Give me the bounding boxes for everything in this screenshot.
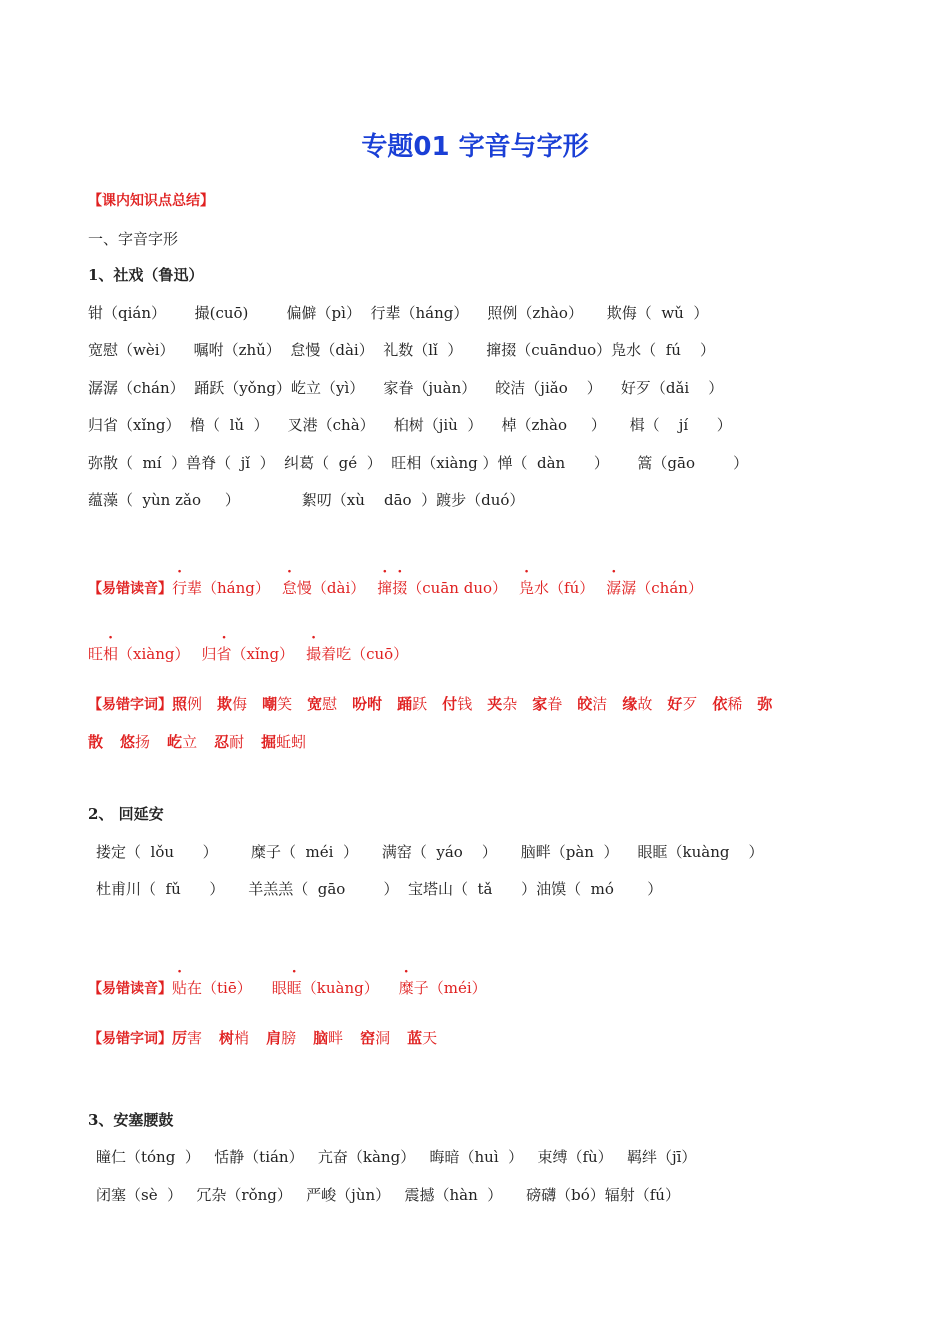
word-rest: 故 xyxy=(637,695,653,713)
word-rest: 耐 xyxy=(229,733,245,751)
lesson1-heading: 1、社戏（鲁迅） xyxy=(88,266,204,284)
dotted-char: 撮 xyxy=(306,645,322,663)
error-reading-item xyxy=(202,645,295,663)
lesson1-error-words-2 xyxy=(88,732,306,752)
error-word xyxy=(172,695,202,713)
word-rest: 笑 xyxy=(277,695,293,713)
word-rest: 畔 xyxy=(328,1029,344,1047)
section-header: 【课内知识点总结】 xyxy=(88,193,214,209)
pinyin: （kuàng） xyxy=(301,979,379,997)
dotted-char: 贴 xyxy=(172,979,188,997)
dotted-char: 相 xyxy=(103,645,119,663)
error-reading-item xyxy=(306,645,408,663)
word-rest: 梢 xyxy=(234,1029,250,1047)
error-word xyxy=(577,695,607,713)
dotted-char: 掇 xyxy=(392,579,408,597)
error-char: 夹 xyxy=(487,695,503,713)
lesson2-error-words xyxy=(88,1028,437,1049)
word-rest: 钱 xyxy=(457,695,473,713)
pinyin: 子（méi） xyxy=(413,979,487,997)
dotted-char: 糜 xyxy=(398,979,414,997)
error-word xyxy=(307,695,337,713)
error-reading-item xyxy=(519,579,594,597)
error-word xyxy=(487,695,517,713)
error-char: 散 xyxy=(88,733,104,751)
pinyin: 水（fú） xyxy=(534,579,595,597)
error-word xyxy=(120,733,150,751)
dotted-char: 行 xyxy=(172,579,188,597)
word-rest: 慰 xyxy=(322,695,338,713)
word-rest: 洞 xyxy=(375,1029,391,1047)
error-char: 肩 xyxy=(266,1029,282,1047)
error-char: 蓝 xyxy=(407,1029,423,1047)
dotted-char: 潺 xyxy=(606,579,622,597)
error-words-label: 【易错字词】 xyxy=(88,1031,172,1047)
error-word xyxy=(667,695,697,713)
pinyin: 着吃（cuō） xyxy=(321,645,409,663)
error-char: 弥 xyxy=(757,695,773,713)
page-title: 专题01 字音与字形 xyxy=(361,132,589,162)
error-word xyxy=(360,1029,390,1047)
lesson1-row: 钳（qián） 撮(cuō) 偏僻（pì） 行辈（háng） 照例（zhào） 欺侮（ wǔ ） xyxy=(88,304,709,322)
error-char: 悠 xyxy=(120,733,136,751)
lesson2-error-reading xyxy=(88,978,487,999)
error-word xyxy=(266,1029,296,1047)
error-char: 照 xyxy=(172,695,188,713)
error-char: 付 xyxy=(442,695,458,713)
error-reading-item xyxy=(172,979,252,997)
word-rest: 跃 xyxy=(412,695,428,713)
error-char: 欺 xyxy=(217,695,233,713)
error-char: 屹 xyxy=(167,733,183,751)
pinyin: 慢（dài） xyxy=(296,579,366,597)
lesson3-row: 闭塞（sè ） 冗杂（rǒng） 严峻（jùn） 震撼（hàn ） 磅礴（bó）辐射（fú） xyxy=(96,1186,680,1204)
word-rest: 害 xyxy=(187,1029,203,1047)
error-word xyxy=(262,695,292,713)
pinyin: 在（tiē） xyxy=(187,979,252,997)
error-char: 家 xyxy=(532,695,548,713)
error-reading-item xyxy=(377,579,507,597)
lesson3-heading: 3、安塞腰鼓 xyxy=(88,1111,174,1129)
lesson1-row: 宽慰（wèi） 嘱咐（zhǔ） 怠慢（dài） 礼数（lǐ ） 撺掇（cuānduo）凫水（ fú ） xyxy=(88,341,715,359)
pinyin: 辈（háng） xyxy=(187,579,270,597)
error-word xyxy=(397,695,427,713)
word-rest: 歹 xyxy=(682,695,698,713)
error-word xyxy=(219,1029,249,1047)
error-word xyxy=(407,1029,437,1047)
sub-header: 一、字音字形 xyxy=(88,230,179,248)
error-char: 掘 xyxy=(261,733,277,751)
error-char: 厉 xyxy=(172,1029,188,1047)
word-rest: 扬 xyxy=(135,733,151,751)
char: 归 xyxy=(201,645,217,663)
error-reading-item xyxy=(399,979,487,997)
dotted-char: 眶 xyxy=(286,979,302,997)
error-word xyxy=(712,695,742,713)
error-word xyxy=(167,733,197,751)
word-rest: 膀 xyxy=(281,1029,297,1047)
pinyin: （xiàng） xyxy=(118,645,190,663)
error-char: 皎 xyxy=(577,695,593,713)
word-rest: 眷 xyxy=(547,695,563,713)
dotted-char: 撺 xyxy=(377,579,393,597)
error-char: 依 xyxy=(712,695,728,713)
error-words-label: 【易错字词】 xyxy=(88,697,172,713)
lesson1-error-reading-2 xyxy=(88,644,408,664)
error-char: 脑 xyxy=(313,1029,329,1047)
lesson1-error-words xyxy=(88,694,772,715)
dotted-char: 省 xyxy=(216,645,232,663)
pinyin: 潺（chán） xyxy=(621,579,703,597)
word-rest: 立 xyxy=(182,733,198,751)
word-rest: 稀 xyxy=(727,695,743,713)
error-char: 踊 xyxy=(397,695,413,713)
error-char: 宽 xyxy=(307,695,323,713)
word-rest: 蚯蚓 xyxy=(276,733,307,751)
error-word xyxy=(261,733,306,751)
error-reading-item xyxy=(272,979,379,997)
error-word xyxy=(88,733,103,751)
error-word xyxy=(313,1029,343,1047)
pinyin: （xǐng） xyxy=(231,645,295,663)
char: 眼 xyxy=(271,979,287,997)
error-word xyxy=(352,695,382,713)
dotted-char: 怠 xyxy=(281,579,297,597)
error-reading-item xyxy=(606,579,703,597)
word-rest: 侮 xyxy=(232,695,248,713)
error-char: 窑 xyxy=(360,1029,376,1047)
error-word xyxy=(532,695,562,713)
error-char: 好 xyxy=(667,695,683,713)
word-rest: 洁 xyxy=(592,695,608,713)
lesson1-row: 潺潺（chán） 踊跃（yǒng）屹立（yì） 家眷（juàn） 皎洁（jiǎo ） 好歹（dǎi ） xyxy=(88,379,724,397)
error-reading-item xyxy=(88,645,190,663)
error-reading-item xyxy=(282,579,365,597)
error-char: 吩咐 xyxy=(352,695,383,713)
lesson1-error-reading xyxy=(88,578,703,599)
lesson3-row: 瞳仁（tóng ） 恬静（tián） 亢奋（kàng） 晦暗（huì ） 束缚（fù） 羁绊（jī） xyxy=(96,1148,697,1166)
error-word xyxy=(622,695,652,713)
lesson2-heading: 2、 回延安 xyxy=(88,805,164,823)
lesson1-row: 弥散（ mí ）兽脊（ jǐ ） 纠葛（ gé ） 旺相（xiàng ）惮（ dàn ） 篙（gāo ） xyxy=(88,454,749,472)
error-word xyxy=(172,1029,202,1047)
error-char: 树 xyxy=(219,1029,235,1047)
error-char: 缘 xyxy=(622,695,638,713)
error-char: 嘲 xyxy=(262,695,278,713)
error-reading-label: 【易错读音】 xyxy=(88,981,172,997)
lesson1-row: 归省（xǐng） 橹（ lǔ ） 叉港（chà） 桕树（jiù ） 棹（zhào ） 楫（ jí ） xyxy=(88,416,732,434)
word-rest: 杂 xyxy=(502,695,518,713)
dotted-char: 凫 xyxy=(519,579,535,597)
error-reading-item xyxy=(172,579,270,597)
lesson2-row: 杜甫川（ fǔ ） 羊羔羔（ gāo ） 宝塔山（ tǎ ）油馍（ mó ） xyxy=(96,880,663,898)
error-word xyxy=(757,695,772,713)
error-reading-label: 【易错读音】 xyxy=(88,581,172,597)
lesson2-row: 搂定（ lǒu ） 糜子（ méi ） 满窑（ yáo ） 脑畔（pàn ） 眼眶（kuàng ） xyxy=(96,843,764,861)
error-word xyxy=(214,733,244,751)
pinyin: （cuān duo） xyxy=(407,579,508,597)
lesson1-row: 蕴藻（ yùn zǎo ） 絮叨（xù dāo ）踱步（duó） xyxy=(88,491,525,509)
word-rest: 例 xyxy=(187,695,203,713)
error-word xyxy=(217,695,247,713)
char: 旺 xyxy=(88,645,104,663)
word-rest: 天 xyxy=(422,1029,438,1047)
error-char: 忍 xyxy=(214,733,230,751)
error-word xyxy=(442,695,472,713)
